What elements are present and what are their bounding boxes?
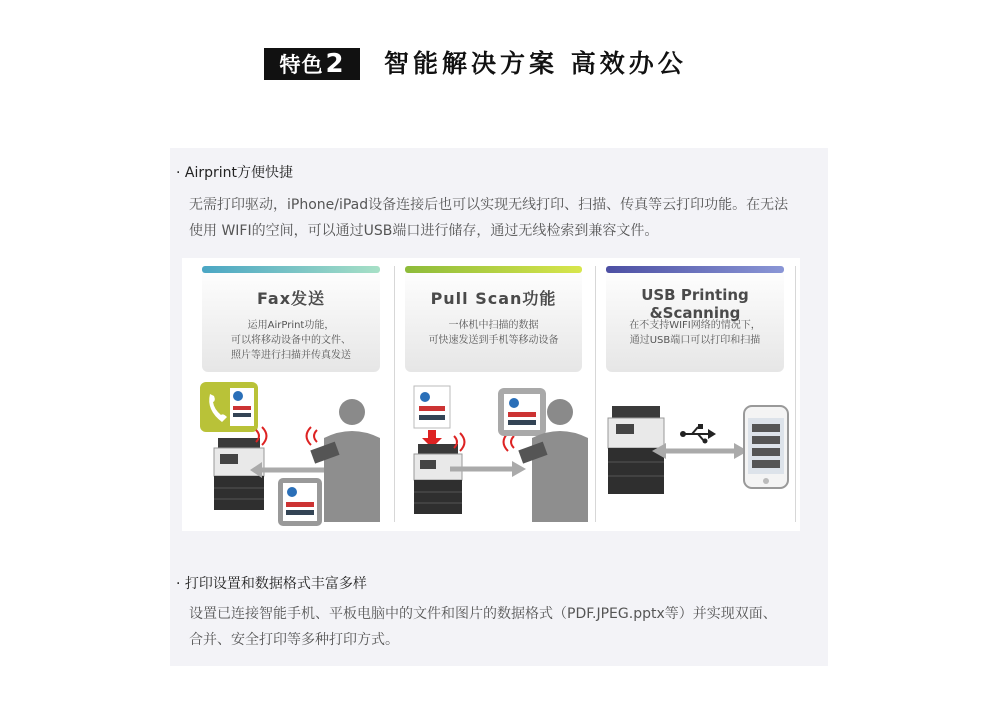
page-title: 智能解决方案 高效办公	[384, 49, 687, 78]
wireless-signal-icon	[252, 426, 276, 446]
section2-body	[189, 601, 819, 653]
section1-title: · Airprint方便快捷	[176, 165, 294, 181]
badge-label: 特色	[279, 53, 324, 77]
feature-badge	[264, 48, 360, 80]
phone-icon	[200, 382, 258, 432]
column-divider	[595, 266, 596, 522]
usb-column-desc: 在不支持WIFI网络的情况下， 通过USB端口可以打印和扫描	[629, 320, 761, 346]
badge-number: 2	[325, 49, 345, 79]
usb-icon	[680, 424, 716, 444]
fax-column-desc: 运用AirPrint功能， 可以将移动设备中的文件、 照片等进行扫描并传真发送	[231, 320, 351, 361]
section2-body-line2: 合并、安全打印等多种打印方式。	[189, 632, 399, 648]
wireless-signal-icon	[450, 432, 474, 452]
double-arrow-icon	[652, 442, 748, 460]
section1-body	[189, 192, 819, 244]
airprint-diagram	[182, 258, 800, 531]
feature-header	[0, 44, 990, 84]
mfp-printer-icon	[414, 444, 462, 514]
person-with-tablet-icon	[304, 398, 384, 522]
fax-color-strip	[202, 266, 380, 273]
person-with-tablet-icon	[512, 398, 592, 522]
section2-body-line1: 设置已连接智能手机、平板电脑中的文件和图片的数据格式（PDF.JPEG.pptx等）并实现双面、	[189, 606, 777, 622]
section2-title: · 打印设置和数据格式丰富多样	[176, 576, 367, 592]
pullscan-column-title: Pull Scan功能	[430, 289, 557, 308]
section1-body-line2: 使用 WIFI的空间，可以通过USB端口进行储存，通过无线检索到兼容文件。	[189, 223, 659, 239]
usb-color-strip	[606, 266, 784, 273]
column-divider	[394, 266, 395, 522]
document-icon	[414, 386, 450, 428]
fax-column-title: Fax发送	[256, 289, 326, 308]
smartphone-icon	[744, 406, 788, 488]
usb-column-title: USB Printing &Scanning	[641, 286, 749, 322]
column-divider	[795, 266, 796, 522]
pullscan-color-strip	[405, 266, 582, 273]
pullscan-column-desc: 一体机中扫描的数据 可快速发送到手机等移动设备	[428, 320, 559, 346]
section1-body-line1: 无需打印驱动，iPhone/iPad设备连接后也可以实现无线打印、扫描、传真等云打印功能。在无法	[189, 197, 789, 213]
